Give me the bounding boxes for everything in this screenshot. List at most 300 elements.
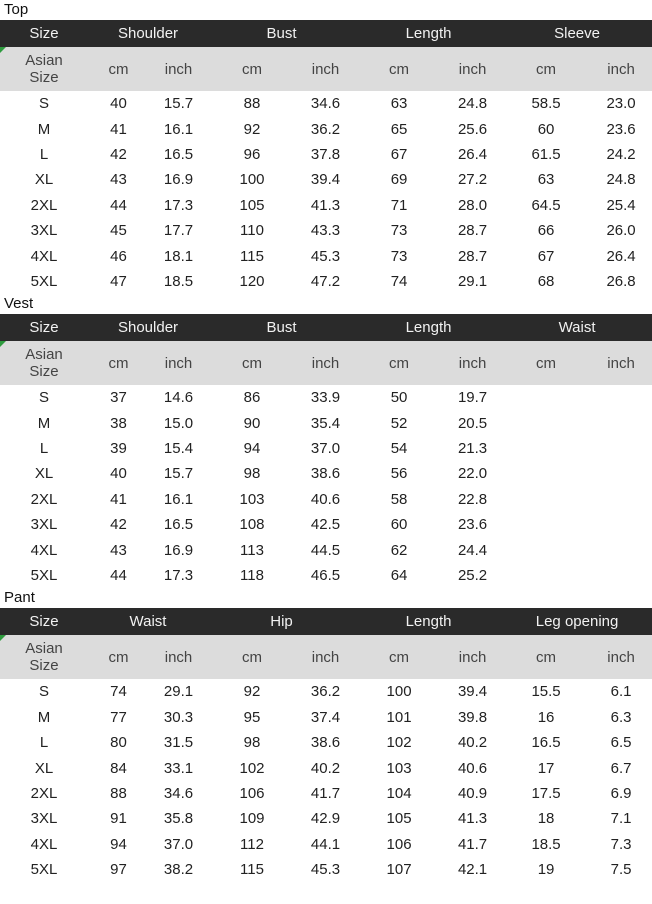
value-cell: 39.4 xyxy=(457,683,488,701)
value-cell: 71 xyxy=(390,196,408,214)
vest-size-table xyxy=(0,314,652,588)
value-cell: 91 xyxy=(110,810,127,828)
table-row xyxy=(0,243,652,268)
unit-label: inch xyxy=(590,635,652,679)
pant-section xyxy=(0,588,652,882)
value-cell: 37.0 xyxy=(310,440,341,458)
pant-section-title: Pant xyxy=(4,589,35,607)
value-cell: 15.5 xyxy=(531,683,561,701)
unit-row xyxy=(0,341,652,385)
value-cell: 40.2 xyxy=(457,734,488,752)
value-cell: 37.4 xyxy=(310,708,341,726)
unit-label: cm xyxy=(208,635,296,679)
value-cell: 33.1 xyxy=(163,759,194,777)
table-row xyxy=(0,563,652,588)
unit-label: inch xyxy=(590,47,652,91)
value-cell: 17.3 xyxy=(163,567,194,585)
corner-marker xyxy=(0,47,6,53)
value-cell: 64.5 xyxy=(531,196,561,214)
unit-label: cm xyxy=(502,47,590,91)
table-row xyxy=(0,537,652,562)
value-cell xyxy=(590,411,652,436)
column-header: Leg opening xyxy=(502,608,652,635)
value-cell: 36.2 xyxy=(310,120,341,138)
value-cell: 39.8 xyxy=(457,708,488,726)
value-cell: 19.7 xyxy=(457,389,488,407)
value-cell: 16.9 xyxy=(163,171,194,189)
value-cell xyxy=(590,563,652,588)
value-cell: 115 xyxy=(240,247,264,265)
table-row xyxy=(0,269,652,294)
value-cell: 69 xyxy=(390,171,408,189)
value-cell: 43.3 xyxy=(310,222,341,240)
value-cell: 16.5 xyxy=(163,145,194,163)
value-cell xyxy=(590,537,652,562)
column-header: Waist xyxy=(88,608,208,635)
value-cell: 26.0 xyxy=(606,222,636,240)
value-cell: 16 xyxy=(537,708,555,726)
value-cell: 104 xyxy=(386,785,412,802)
value-cell: 95 xyxy=(243,708,261,726)
value-cell: 35.8 xyxy=(163,810,194,828)
value-cell: 63 xyxy=(390,95,408,113)
value-cell: 17 xyxy=(537,759,555,777)
value-cell: 27.2 xyxy=(457,171,488,189)
size-cell: S xyxy=(38,95,49,113)
value-cell xyxy=(502,411,590,436)
value-cell: 16.5 xyxy=(531,734,561,752)
unit-label: inch xyxy=(149,635,208,679)
value-cell: 25.4 xyxy=(606,196,636,214)
value-cell: 118 xyxy=(240,567,264,585)
corner-marker xyxy=(0,635,6,641)
value-cell: 37.0 xyxy=(163,835,194,853)
value-cell: 105 xyxy=(386,810,412,828)
unit-label: inch xyxy=(296,635,355,679)
value-cell: 73 xyxy=(390,222,408,240)
header-row xyxy=(0,608,652,635)
value-cell xyxy=(590,385,652,410)
value-cell: 29.1 xyxy=(163,683,194,701)
value-cell: 6.9 xyxy=(610,785,632,802)
value-cell: 92 xyxy=(243,683,261,701)
value-cell: 44 xyxy=(110,567,127,585)
value-cell xyxy=(502,385,590,410)
table-row xyxy=(0,218,652,243)
value-cell: 105 xyxy=(239,196,265,214)
value-cell xyxy=(502,436,590,461)
value-cell: 15.7 xyxy=(163,465,194,483)
value-cell: 92 xyxy=(243,120,261,138)
unit-label: cm xyxy=(88,341,149,385)
value-cell: 7.1 xyxy=(610,810,632,828)
unit-label: inch xyxy=(296,341,355,385)
value-cell: 68 xyxy=(537,272,555,290)
value-cell: 22.0 xyxy=(457,465,488,483)
value-cell: 67 xyxy=(390,145,408,163)
asian-size-line: Size xyxy=(29,363,59,381)
value-cell: 37.8 xyxy=(310,145,341,163)
value-cell: 65 xyxy=(390,120,408,138)
size-cell: 5XL xyxy=(30,567,58,585)
value-cell xyxy=(502,512,590,537)
value-cell: 63 xyxy=(537,171,555,189)
value-cell: 26.4 xyxy=(457,145,488,163)
value-cell: 106 xyxy=(239,785,265,802)
unit-row xyxy=(0,635,652,679)
size-cell: 2XL xyxy=(30,490,58,508)
value-cell: 17.5 xyxy=(531,785,561,802)
value-cell: 108 xyxy=(239,516,265,534)
asian-size-label xyxy=(0,47,88,91)
value-cell: 112 xyxy=(240,835,264,853)
table-row xyxy=(0,679,652,704)
column-header: Size xyxy=(0,608,88,635)
value-cell: 15.7 xyxy=(163,95,194,113)
size-cell: 3XL xyxy=(30,810,58,828)
value-cell: 94 xyxy=(243,440,261,458)
top-section-title: Top xyxy=(4,1,29,18)
value-cell: 41.7 xyxy=(310,785,341,802)
value-cell: 31.5 xyxy=(163,734,194,752)
value-cell: 96 xyxy=(243,145,261,163)
vest-section-title: Vest xyxy=(4,295,34,313)
table-row xyxy=(0,167,652,192)
unit-label: cm xyxy=(355,47,443,91)
value-cell xyxy=(502,537,590,562)
asian-size-label xyxy=(0,635,88,679)
value-cell: 101 xyxy=(386,708,412,726)
value-cell: 94 xyxy=(110,835,127,853)
value-cell: 15.4 xyxy=(163,440,194,458)
size-cell: 4XL xyxy=(30,541,58,559)
value-cell xyxy=(590,436,652,461)
table-row xyxy=(0,193,652,218)
value-cell: 41.3 xyxy=(310,196,341,214)
column-header: Size xyxy=(0,314,88,341)
value-cell: 40.6 xyxy=(310,490,341,508)
value-cell: 7.3 xyxy=(610,835,632,853)
size-cell: XL xyxy=(34,465,54,483)
table-row xyxy=(0,705,652,730)
size-cell: 4XL xyxy=(30,835,58,853)
value-cell: 102 xyxy=(386,734,412,752)
value-cell: 24.2 xyxy=(606,145,636,163)
value-cell: 41 xyxy=(110,490,127,508)
value-cell: 98 xyxy=(243,465,261,483)
value-cell: 18 xyxy=(537,810,555,828)
value-cell: 64 xyxy=(390,567,408,585)
value-cell: 38.6 xyxy=(310,734,341,752)
value-cell: 18.5 xyxy=(163,272,194,290)
value-cell: 56 xyxy=(390,465,408,483)
unit-label: cm xyxy=(502,635,590,679)
value-cell: 40.9 xyxy=(457,785,488,802)
unit-label: cm xyxy=(208,341,296,385)
unit-label: inch xyxy=(590,341,652,385)
value-cell: 44 xyxy=(110,196,127,214)
value-cell: 16.1 xyxy=(163,490,194,508)
value-cell xyxy=(502,461,590,486)
value-cell: 40 xyxy=(110,95,127,113)
value-cell: 39.4 xyxy=(310,171,341,189)
value-cell: 100 xyxy=(386,683,412,701)
column-header: Waist xyxy=(502,314,652,341)
value-cell: 46.5 xyxy=(310,567,341,585)
table-row xyxy=(0,411,652,436)
size-cell: L xyxy=(39,440,49,458)
table-row xyxy=(0,512,652,537)
value-cell: 45.3 xyxy=(310,247,341,265)
value-cell: 42 xyxy=(110,516,127,534)
table-row xyxy=(0,730,652,755)
value-cell: 23.6 xyxy=(457,516,488,534)
value-cell: 90 xyxy=(243,414,261,432)
table-row xyxy=(0,487,652,512)
value-cell: 40.2 xyxy=(310,759,341,777)
unit-label: inch xyxy=(296,47,355,91)
unit-label: cm xyxy=(355,635,443,679)
asian-size-line: Asian xyxy=(25,640,63,658)
top-size-table xyxy=(0,20,652,294)
unit-label: inch xyxy=(443,47,502,91)
value-cell: 25.6 xyxy=(457,120,488,138)
value-cell xyxy=(502,563,590,588)
value-cell: 16.1 xyxy=(163,120,194,138)
pant-size-table xyxy=(0,608,652,882)
table-row xyxy=(0,385,652,410)
value-cell: 44.5 xyxy=(310,541,341,559)
size-cell: 2XL xyxy=(30,196,58,214)
size-cell: L xyxy=(39,734,49,752)
size-cell: 3XL xyxy=(30,222,58,240)
value-cell: 15.0 xyxy=(163,414,194,432)
value-cell: 6.1 xyxy=(610,683,632,701)
value-cell: 98 xyxy=(243,734,261,752)
asian-size-line: Size xyxy=(29,657,59,675)
value-cell: 77 xyxy=(110,708,127,726)
value-cell: 120 xyxy=(239,272,265,290)
header-row xyxy=(0,314,652,341)
value-cell: 44.1 xyxy=(310,835,341,853)
size-cell: S xyxy=(38,683,49,701)
asian-size-line: Size xyxy=(29,69,59,86)
value-cell: 66 xyxy=(537,222,555,240)
value-cell: 47 xyxy=(110,272,127,290)
table-row xyxy=(0,832,652,857)
value-cell: 6.5 xyxy=(610,734,632,752)
value-cell: 45 xyxy=(110,222,127,240)
unit-label: inch xyxy=(149,341,208,385)
value-cell: 28.7 xyxy=(457,222,488,240)
unit-label: cm xyxy=(88,635,149,679)
value-cell: 24.8 xyxy=(457,95,488,113)
value-cell: 29.1 xyxy=(457,272,488,290)
value-cell: 38.6 xyxy=(310,465,341,483)
table-row xyxy=(0,755,652,780)
value-cell: 41 xyxy=(110,120,127,138)
size-cell: 5XL xyxy=(30,861,58,879)
value-cell: 42 xyxy=(110,145,127,163)
value-cell: 115 xyxy=(240,861,264,879)
size-cell: M xyxy=(37,120,51,138)
value-cell: 6.3 xyxy=(610,708,632,726)
size-cell: 5XL xyxy=(30,272,58,290)
value-cell: 80 xyxy=(110,734,127,752)
value-cell: 6.7 xyxy=(610,759,632,777)
value-cell: 73 xyxy=(390,247,408,265)
table-row xyxy=(0,857,652,882)
value-cell: 14.6 xyxy=(163,389,194,407)
value-cell: 23.6 xyxy=(606,120,636,138)
value-cell: 22.8 xyxy=(457,490,488,508)
value-cell: 54 xyxy=(390,440,408,458)
unit-label: inch xyxy=(443,341,502,385)
value-cell: 113 xyxy=(240,541,264,559)
value-cell: 38.2 xyxy=(163,861,194,879)
value-cell: 43 xyxy=(110,541,127,559)
size-cell: S xyxy=(38,389,49,407)
value-cell: 74 xyxy=(110,683,127,701)
value-cell: 46 xyxy=(110,247,127,265)
column-header: Sleeve xyxy=(502,20,652,47)
column-header: Shoulder xyxy=(88,20,208,47)
size-cell: XL xyxy=(34,171,54,189)
value-cell: 39 xyxy=(110,440,127,458)
value-cell xyxy=(590,512,652,537)
size-cell: M xyxy=(37,708,51,726)
value-cell: 74 xyxy=(390,272,408,290)
value-cell: 24.4 xyxy=(457,541,488,559)
value-cell: 43 xyxy=(110,171,127,189)
value-cell: 52 xyxy=(390,414,408,432)
value-cell xyxy=(502,487,590,512)
table-row xyxy=(0,91,652,116)
value-cell: 106 xyxy=(386,835,412,853)
value-cell: 45.3 xyxy=(310,861,341,879)
value-cell: 18.1 xyxy=(163,247,194,265)
value-cell: 102 xyxy=(239,759,265,777)
value-cell: 84 xyxy=(110,759,127,777)
value-cell: 62 xyxy=(390,541,408,559)
column-header: Hip xyxy=(208,608,355,635)
value-cell xyxy=(590,487,652,512)
column-header: Shoulder xyxy=(88,314,208,341)
column-header: Length xyxy=(355,608,502,635)
header-row xyxy=(0,20,652,47)
vest-section xyxy=(0,294,652,588)
table-row xyxy=(0,142,652,167)
value-cell: 20.5 xyxy=(457,414,488,432)
value-cell: 34.6 xyxy=(310,95,341,113)
column-header: Bust xyxy=(208,314,355,341)
top-section xyxy=(0,0,652,294)
unit-label: cm xyxy=(208,47,296,91)
value-cell: 103 xyxy=(239,490,265,508)
unit-label: cm xyxy=(355,341,443,385)
value-cell: 23.0 xyxy=(606,95,636,113)
unit-label: cm xyxy=(502,341,590,385)
unit-row xyxy=(0,47,652,91)
size-cell: L xyxy=(39,145,49,163)
column-header: Bust xyxy=(208,20,355,47)
value-cell: 40 xyxy=(110,465,127,483)
value-cell: 41.3 xyxy=(457,810,488,828)
value-cell: 40.6 xyxy=(457,759,488,777)
value-cell: 24.8 xyxy=(606,171,636,189)
value-cell: 103 xyxy=(386,759,412,777)
value-cell: 17.7 xyxy=(163,222,194,240)
unit-label: cm xyxy=(88,47,149,91)
value-cell: 60 xyxy=(537,120,555,138)
value-cell: 35.4 xyxy=(310,414,341,432)
value-cell: 97 xyxy=(110,861,127,879)
asian-size-line: Asian xyxy=(25,346,63,364)
value-cell: 26.4 xyxy=(606,247,636,265)
corner-marker xyxy=(0,341,6,347)
value-cell: 50 xyxy=(390,389,408,407)
unit-label: inch xyxy=(443,635,502,679)
value-cell: 110 xyxy=(240,222,264,240)
column-header: Length xyxy=(355,20,502,47)
value-cell: 7.5 xyxy=(610,861,632,879)
value-cell: 16.9 xyxy=(163,541,194,559)
value-cell: 47.2 xyxy=(310,272,341,290)
value-cell: 37 xyxy=(110,389,127,407)
value-cell: 28.0 xyxy=(457,196,488,214)
size-cell: 4XL xyxy=(30,247,58,265)
value-cell: 38 xyxy=(110,414,127,432)
value-cell: 61.5 xyxy=(531,145,561,163)
size-cell: 3XL xyxy=(30,516,58,534)
value-cell xyxy=(590,461,652,486)
value-cell: 28.7 xyxy=(457,247,488,265)
value-cell: 21.3 xyxy=(457,440,488,458)
value-cell: 34.6 xyxy=(163,785,194,802)
column-header: Length xyxy=(355,314,502,341)
value-cell: 41.7 xyxy=(457,835,488,853)
value-cell: 42.5 xyxy=(310,516,341,534)
size-cell: XL xyxy=(34,759,54,777)
table-row xyxy=(0,806,652,831)
value-cell: 30.3 xyxy=(163,708,194,726)
value-cell: 88 xyxy=(110,785,127,802)
size-cell: 2XL xyxy=(30,785,58,802)
value-cell: 86 xyxy=(243,389,261,407)
value-cell: 19 xyxy=(537,861,555,879)
table-row xyxy=(0,116,652,141)
value-cell: 17.3 xyxy=(163,196,194,214)
value-cell: 109 xyxy=(239,810,265,828)
value-cell: 60 xyxy=(390,516,408,534)
value-cell: 16.5 xyxy=(163,516,194,534)
unit-label: inch xyxy=(149,47,208,91)
value-cell: 33.9 xyxy=(310,389,341,407)
value-cell: 18.5 xyxy=(531,835,561,853)
table-row xyxy=(0,436,652,461)
value-cell: 58.5 xyxy=(531,95,561,113)
value-cell: 25.2 xyxy=(457,567,488,585)
column-header: Size xyxy=(0,20,88,47)
value-cell: 100 xyxy=(239,171,265,189)
asian-size-label xyxy=(0,341,88,385)
value-cell: 42.1 xyxy=(457,861,488,879)
table-row xyxy=(0,461,652,486)
value-cell: 107 xyxy=(386,861,412,879)
table-row xyxy=(0,781,652,806)
value-cell: 67 xyxy=(537,247,555,265)
value-cell: 42.9 xyxy=(310,810,341,828)
